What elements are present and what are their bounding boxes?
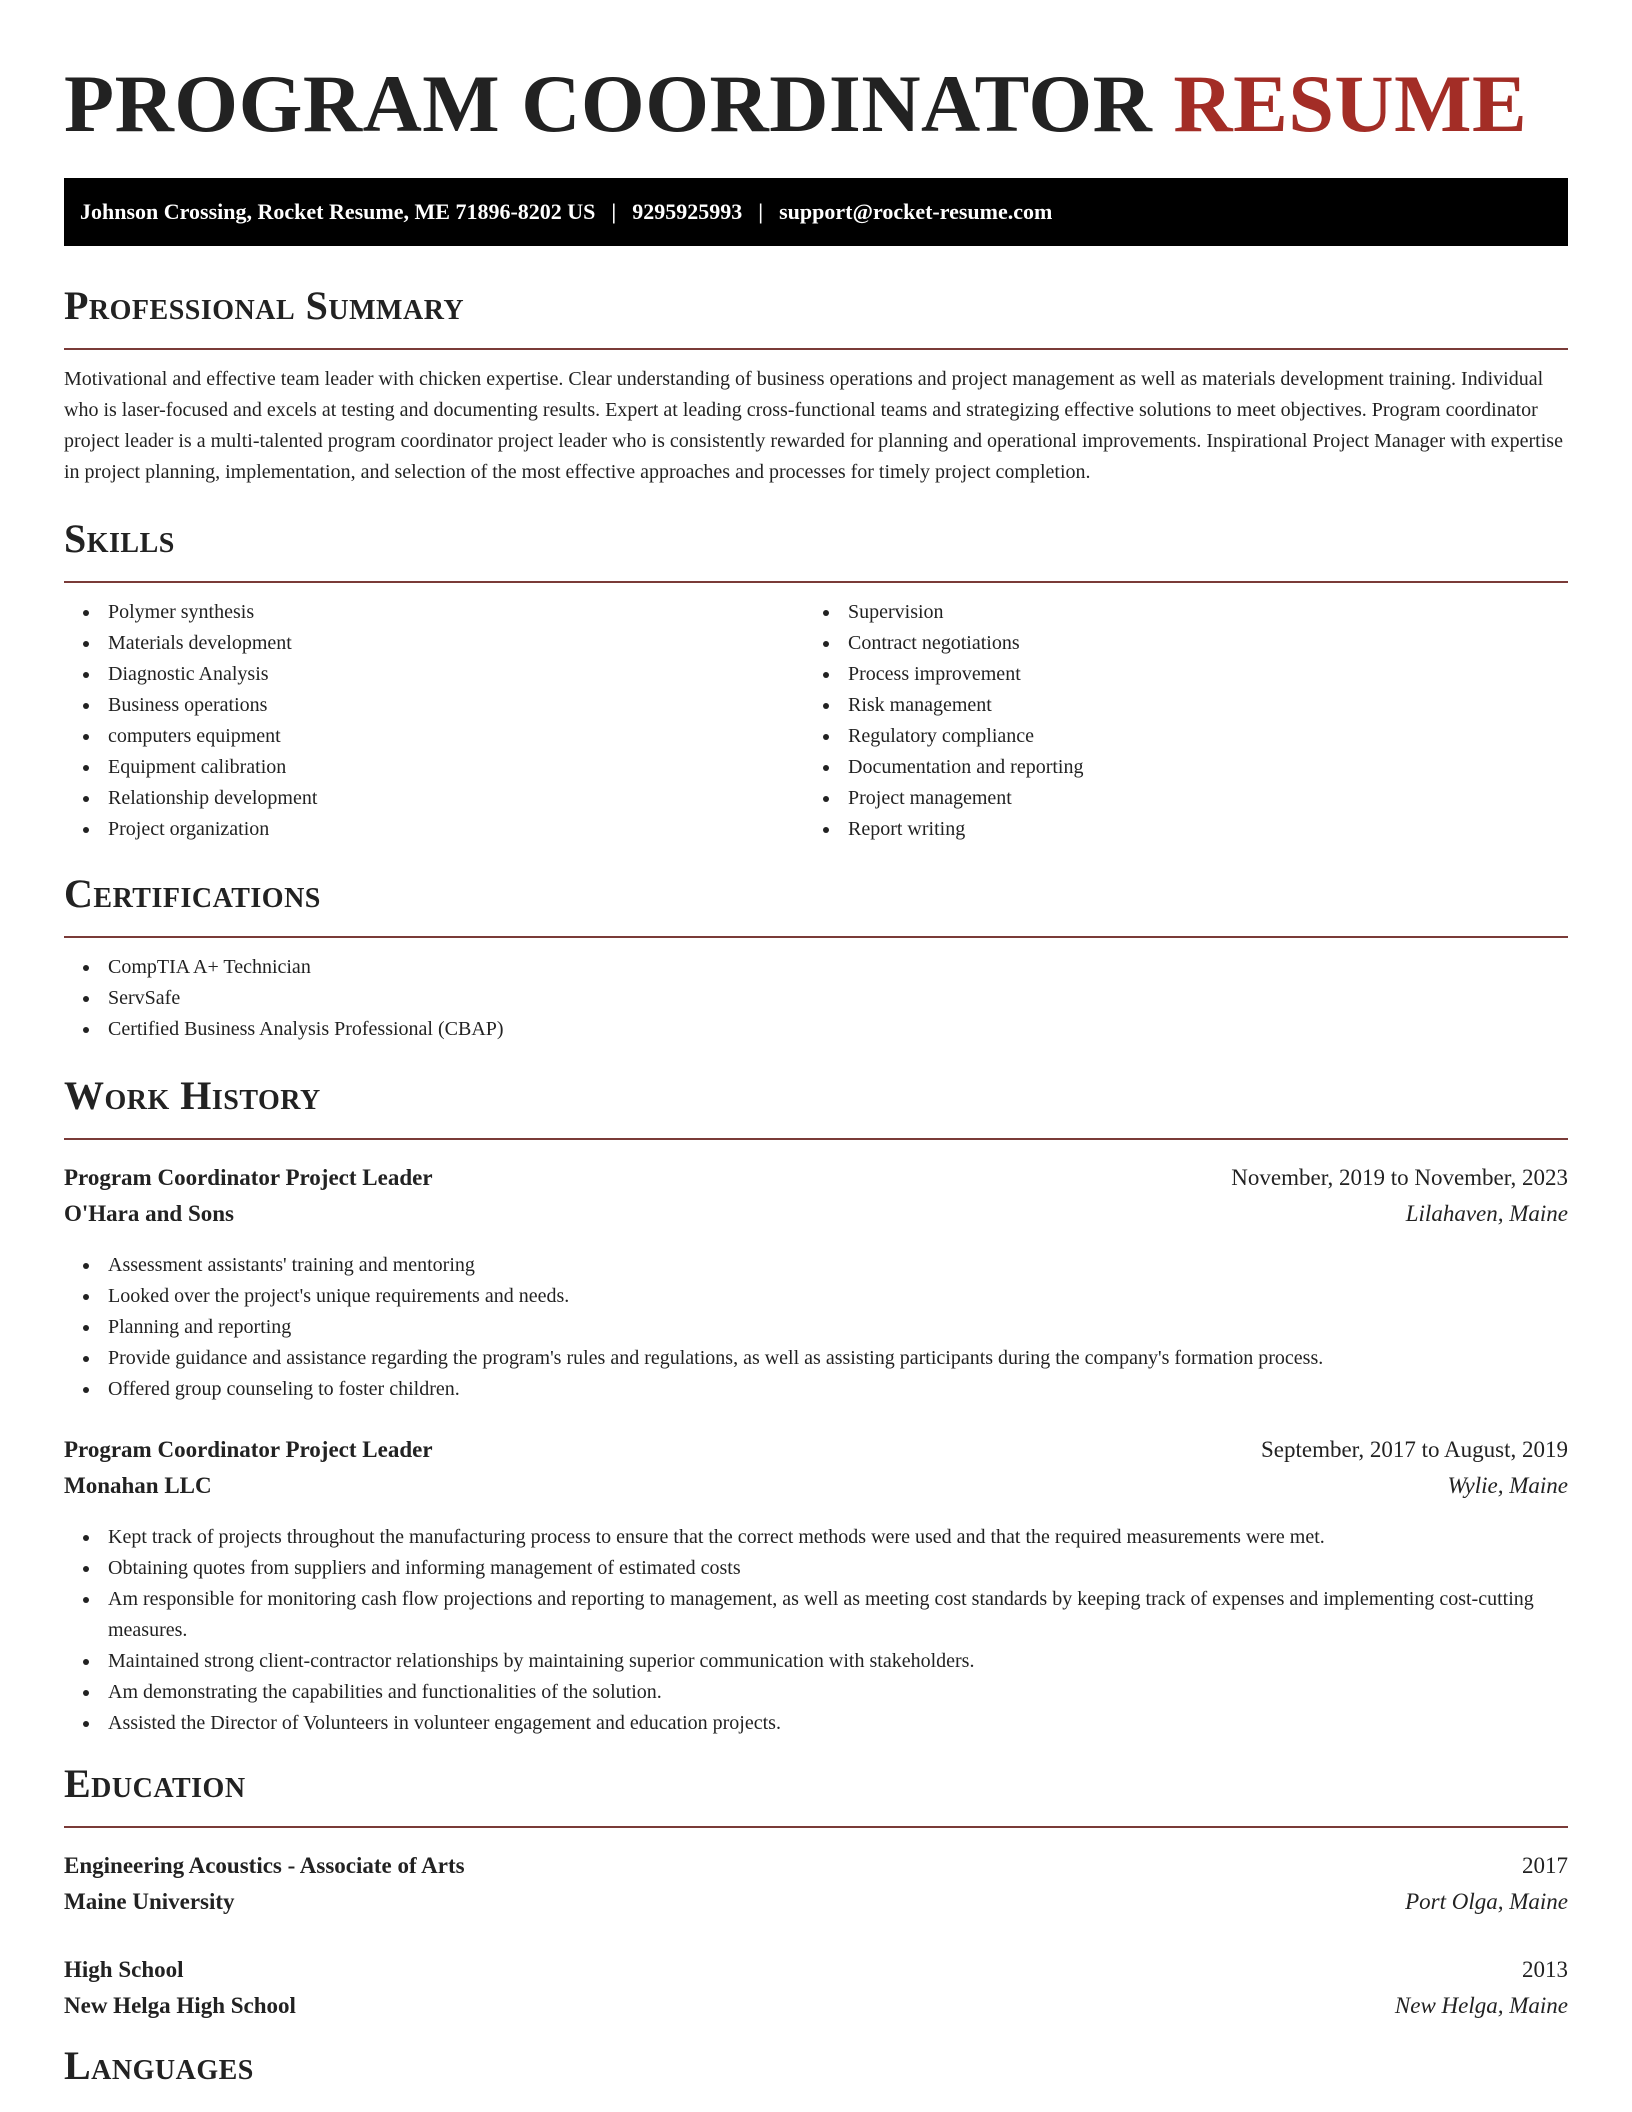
job-bullet: Am responsible for monitoring cash flow projections and reporting to management, as well as meeting cost standards by keeping track of expenses and implementing cost-cutting measures. — [64, 1584, 1568, 1646]
job-company-row — [64, 1468, 1568, 1504]
section-title-education: Education — [64, 1761, 246, 1806]
contact-bar — [64, 178, 1568, 246]
job-dates: November, 2019 to November, 2023 — [1231, 1165, 1568, 1190]
skills-section — [64, 513, 1568, 845]
work-history-section — [64, 1070, 1568, 1140]
job-bullets — [64, 1522, 1568, 1739]
education-year: 2017 — [1522, 1853, 1568, 1878]
skill-item: Risk management — [804, 690, 1544, 721]
skills-columns — [64, 583, 1568, 845]
job-entry — [64, 1160, 1568, 1405]
title-accent: RESUME — [1173, 58, 1528, 149]
skill-item: Project management — [804, 783, 1544, 814]
skill-item: computers equipment — [64, 721, 804, 752]
title-main: PROGRAM COORDINATOR — [64, 58, 1153, 149]
skill-item: Business operations — [64, 690, 804, 721]
certifications-list — [64, 952, 1568, 1045]
job-company: Monahan LLC — [64, 1473, 212, 1498]
job-bullet: Looked over the project's unique requirements and needs. — [64, 1281, 1568, 1312]
job-title: Program Coordinator Project Leader — [64, 1165, 433, 1190]
languages-section — [64, 2040, 1568, 2092]
education-location: Port Olga, Maine — [1405, 1889, 1568, 1914]
contact-address: Johnson Crossing, Rocket Resume, ME 71896-8202 US — [80, 199, 596, 224]
section-title-work-history: Work History — [64, 1073, 321, 1118]
skill-item: Diagnostic Analysis — [64, 659, 804, 690]
section-title-certifications: Certifications — [64, 871, 321, 916]
job-bullet: Assisted the Director of Volunteers in volunteer engagement and education projects. — [64, 1708, 1568, 1739]
education-school: Maine University — [64, 1889, 235, 1914]
certification-item: Certified Business Analysis Professional (CBAP) — [64, 1014, 1568, 1045]
skills-list-left — [64, 597, 804, 845]
job-location: Wylie, Maine — [1447, 1473, 1568, 1498]
summary-section — [64, 280, 1568, 488]
education-school-row — [64, 1884, 1568, 1920]
certification-item: CompTIA A+ Technician — [64, 952, 1568, 983]
job-bullet: Assessment assistants' training and mentoring — [64, 1250, 1568, 1281]
skill-item: Regulatory compliance — [804, 721, 1544, 752]
skills-list-right — [804, 597, 1544, 845]
education-location: New Helga, Maine — [1394, 1993, 1568, 2018]
section-title-languages: Languages — [64, 2043, 254, 2088]
education-degree-row — [64, 1952, 1568, 1988]
job-bullet: Maintained strong client-contractor relationships by maintaining superior communication with stakeholders. — [64, 1646, 1568, 1677]
section-title-summary: Professional Summary — [64, 283, 465, 328]
skill-item: Supervision — [804, 597, 1544, 628]
contact-email[interactable]: support@rocket-resume.com — [779, 199, 1053, 224]
job-entry — [64, 1432, 1568, 1739]
skill-item: Equipment calibration — [64, 752, 804, 783]
education-degree: High School — [64, 1957, 184, 1982]
job-header-row — [64, 1160, 1568, 1196]
resume-page — [64, 0, 1568, 2088]
job-bullet: Provide guidance and assistance regarding the program's rules and regulations, as well as assisting participants during the company's formation process. — [64, 1343, 1568, 1374]
education-section — [64, 1758, 1568, 1828]
education-entry — [64, 1848, 1568, 1920]
resume-title — [64, 58, 1568, 150]
job-header-row — [64, 1432, 1568, 1468]
contact-phone[interactable]: 9295925993 — [632, 199, 743, 224]
skill-item: Project organization — [64, 814, 804, 845]
section-divider — [64, 348, 1568, 350]
education-entry — [64, 1952, 1568, 2024]
job-bullet: Am demonstrating the capabilities and functionalities of the solution. — [64, 1677, 1568, 1708]
education-school-row — [64, 1988, 1568, 2024]
job-bullets — [64, 1250, 1568, 1405]
section-divider — [64, 936, 1568, 938]
contact-separator: | — [758, 199, 764, 224]
certification-item: ServSafe — [64, 983, 1568, 1014]
job-bullet: Kept track of projects throughout the manufacturing process to ensure that the correct methods were used and that the required measurements were met. — [64, 1522, 1568, 1553]
skill-item: Documentation and reporting — [804, 752, 1544, 783]
education-school: New Helga High School — [64, 1993, 296, 2018]
job-bullet: Offered group counseling to foster children. — [64, 1374, 1568, 1405]
job-company: O'Hara and Sons — [64, 1201, 234, 1226]
job-title: Program Coordinator Project Leader — [64, 1437, 433, 1462]
education-degree-row — [64, 1848, 1568, 1884]
education-year: 2013 — [1522, 1957, 1568, 1982]
section-title-skills: Skills — [64, 516, 175, 561]
skill-item: Materials development — [64, 628, 804, 659]
job-bullet: Obtaining quotes from suppliers and informing management of estimated costs — [64, 1553, 1568, 1584]
contact-separator: | — [611, 199, 617, 224]
section-divider — [64, 1826, 1568, 1828]
certifications-section — [64, 868, 1568, 1045]
skill-item: Process improvement — [804, 659, 1544, 690]
skill-item: Contract negotiations — [804, 628, 1544, 659]
job-dates: September, 2017 to August, 2019 — [1260, 1437, 1568, 1462]
skill-item: Relationship development — [64, 783, 804, 814]
section-divider — [64, 1138, 1568, 1140]
job-bullet: Planning and reporting — [64, 1312, 1568, 1343]
skill-item: Report writing — [804, 814, 1544, 845]
job-company-row — [64, 1196, 1568, 1232]
job-location: Lilahaven, Maine — [1405, 1201, 1568, 1226]
summary-text: Motivational and effective team leader with chicken expertise. Clear understanding of business operations and project management as well as materials development training. Individual who is laser-focused and excels at testing and documenting results. Expert at leading cross-functional teams and strategizing effective solutions to meet objectives. Program coordinator project leader is a multi-talented program coordinator project leader who is consistently rewarded for planning and operational improvements. Inspirational Project Manager with expertise in project planning, implementation, and selection of the most effective approaches and processes for timely project completion. — [64, 368, 1563, 483]
skill-item: Polymer synthesis — [64, 597, 804, 628]
education-degree: Engineering Acoustics - Associate of Arts — [64, 1853, 465, 1878]
